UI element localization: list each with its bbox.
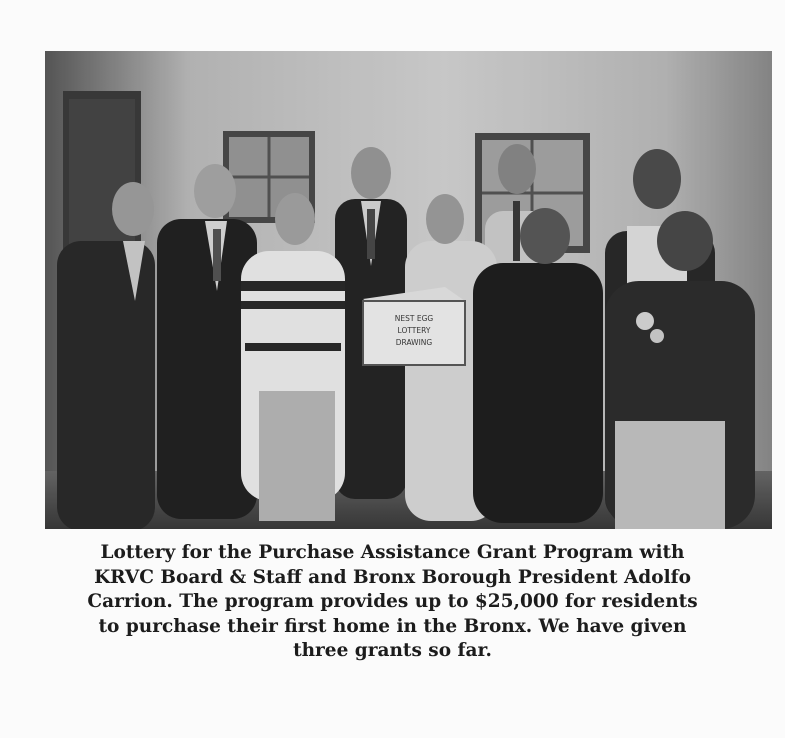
caption-line: three grants so far. [293,640,492,661]
caption-line: to purchase their first home in the Bronx. We have given [98,615,687,637]
group-photo-illustration [45,51,772,529]
caption-line: Carrion. The program provides up to $25,000 for residents [87,591,698,612]
caption-line: Lottery for the Purchase Assistance Grant Program with [100,542,685,563]
photo-caption [60,541,725,664]
box-label-line: LOTTERY [397,326,431,335]
box-label-line: DRAWING [395,338,433,347]
box-label-line: NEST EGG [394,314,434,323]
group-photo [45,51,772,529]
caption-line: KRVC Board & Staff and Bronx Borough President Adolfo [94,566,691,588]
